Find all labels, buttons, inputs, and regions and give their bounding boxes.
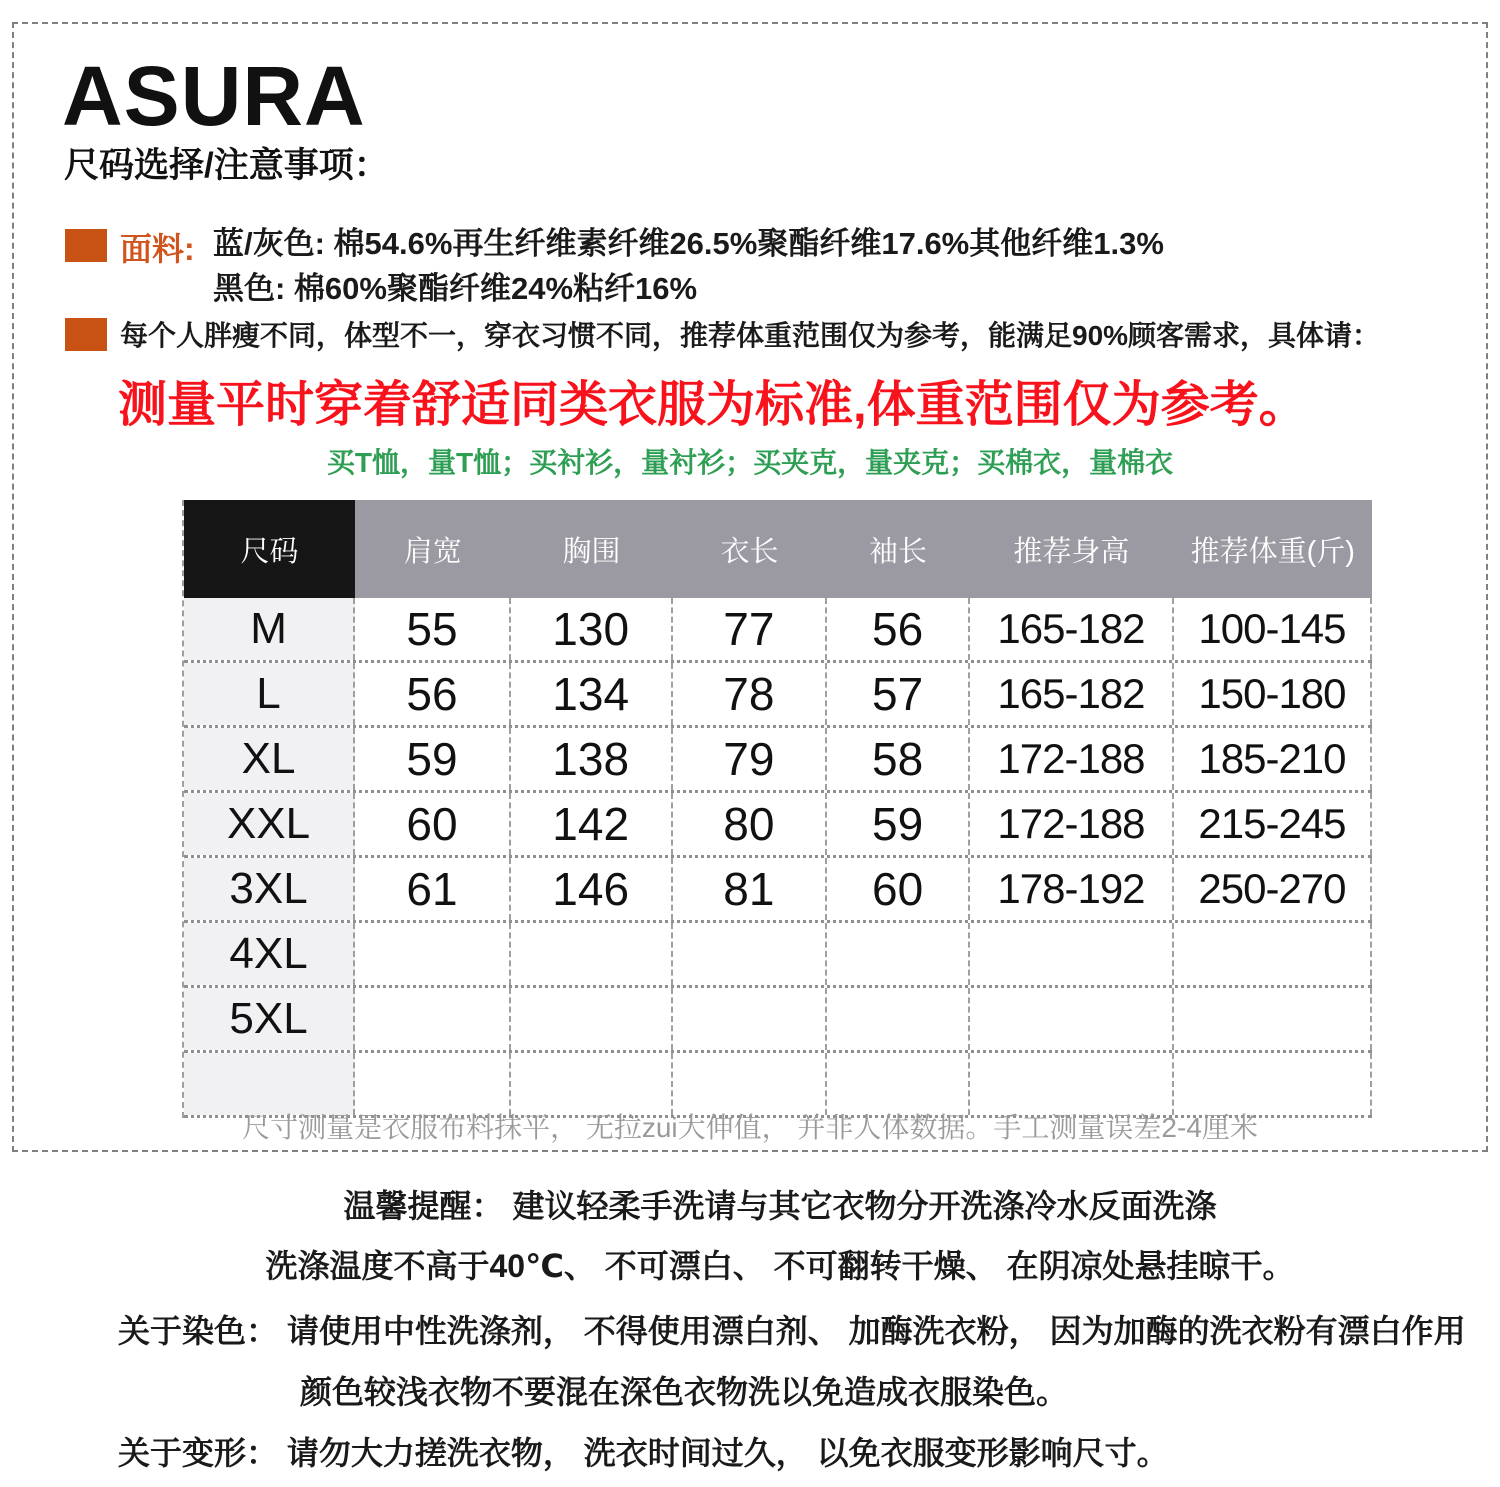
value-cell: 80 (673, 793, 828, 855)
value-cell: 78 (673, 663, 828, 725)
header-cell-size: 尺码 (184, 500, 355, 598)
care-deform-line: 关于变形： 请勿大力搓洗衣物， 洗衣时间过久， 以免衣服变形影响尺寸。 (118, 1435, 1169, 1471)
care-dye-line1: 关于染色： 请使用中性洗涤剂， 不得使用漂白剂、 加酶洗衣粉， 因为加酶的洗衣粉有漂白作用 (118, 1313, 1466, 1349)
care-dye-line2: 颜色较浅衣物不要混在深色衣物洗以免造成衣服染色。 (300, 1374, 1069, 1410)
value-cell (511, 988, 673, 1050)
value-cell: 165-182 (970, 663, 1174, 725)
value-cell: 56 (355, 663, 511, 725)
value-cell: 172-188 (970, 728, 1174, 790)
header-cell-sleeve: 袖长 (827, 500, 970, 598)
body-type-note: 每个人胖瘦不同，体型不一，穿衣习惯不同，推荐体重范围仅为参考，能满足90%顾客需求，具体请： (120, 320, 1381, 351)
value-cell (355, 923, 511, 985)
value-cell: 81 (673, 858, 828, 920)
value-cell: 55 (355, 598, 511, 660)
size-table-header (184, 500, 1372, 598)
value-cell (511, 923, 673, 985)
brand-logo-text: ASURA (62, 49, 366, 143)
header-cell-length: 衣长 (672, 500, 826, 598)
value-cell: 185-210 (1174, 728, 1372, 790)
size-cell: XL (184, 728, 355, 790)
value-cell (355, 988, 511, 1050)
care-reminder-line2: 洗涤温度不高于40℃、 不可漂白、 不可翻转干燥、 在阴凉处悬挂晾干。 (265, 1248, 1295, 1284)
value-cell: 77 (673, 598, 828, 660)
table-row (184, 663, 1372, 728)
value-cell: 61 (355, 858, 511, 920)
header-cell-shoulder: 肩宽 (355, 500, 511, 598)
table-row (184, 598, 1372, 663)
measurement-tip: 买T恤，量T恤；买衬衫，量衬衫；买夹克，量夹克；买棉衣，量棉衣 (326, 447, 1174, 478)
table-row (184, 728, 1372, 793)
size-cell: 5XL (184, 988, 355, 1050)
size-table-body (184, 598, 1372, 1118)
value-cell (1174, 923, 1372, 985)
value-cell (970, 988, 1174, 1050)
value-cell: 142 (511, 793, 673, 855)
orange-bullet-icon (65, 229, 107, 262)
value-cell: 165-182 (970, 598, 1174, 660)
header-cell-weight: 推荐体重(斤) (1174, 500, 1372, 598)
value-cell: 215-245 (1174, 793, 1372, 855)
fabric-line-2: 黑色: 棉60%聚酯纤维24%粘纤16% (213, 271, 698, 306)
orange-bullet-icon (65, 318, 107, 351)
value-cell: 138 (511, 728, 673, 790)
value-cell: 172-188 (970, 793, 1174, 855)
value-cell: 134 (511, 663, 673, 725)
header-cell-chest: 胸围 (511, 500, 673, 598)
value-cell: 150-180 (1174, 663, 1372, 725)
value-cell: 56 (827, 598, 970, 660)
size-table (182, 500, 1372, 1118)
size-cell: XXL (184, 793, 355, 855)
fabric-info (213, 221, 1164, 311)
value-cell: 57 (827, 663, 970, 725)
table-row (184, 793, 1372, 858)
value-cell (1174, 988, 1372, 1050)
fabric-label: 面料: (120, 231, 195, 267)
fabric-line-1: 蓝/灰色: 棉54.6%再生纤维素纤维26.5%聚酯纤维17.6%其他纤维1.3% (213, 226, 1164, 261)
value-cell (827, 988, 970, 1050)
value-cell: 250-270 (1174, 858, 1372, 920)
measurement-warning: 测量平时穿着舒适同类衣服为标准,体重范围仅为参考。 (118, 378, 1308, 432)
size-cell: M (184, 598, 355, 660)
page-title: 尺码选择/注意事项： (64, 146, 389, 185)
table-row (184, 988, 1372, 1053)
size-cell: L (184, 663, 355, 725)
value-cell (673, 923, 828, 985)
value-cell: 146 (511, 858, 673, 920)
value-cell: 79 (673, 728, 828, 790)
value-cell: 60 (355, 793, 511, 855)
value-cell: 58 (827, 728, 970, 790)
value-cell: 60 (827, 858, 970, 920)
size-cell: 3XL (184, 858, 355, 920)
table-row (184, 858, 1372, 923)
table-footnote: 尺寸测量是衣服布料抹平， 无拉zui大伸值， 并非人体数据。手工测量误差2-4厘米 (242, 1112, 1258, 1143)
header-cell-height: 推荐身高 (969, 500, 1173, 598)
value-cell: 130 (511, 598, 673, 660)
value-cell: 59 (827, 793, 970, 855)
value-cell: 100-145 (1174, 598, 1372, 660)
care-reminder-line1: 温馨提醒： 建议轻柔手洗请与其它衣物分开洗涤冷水反面洗涤 (343, 1188, 1217, 1224)
value-cell (827, 923, 970, 985)
value-cell (673, 988, 828, 1050)
size-cell: 4XL (184, 923, 355, 985)
value-cell (970, 923, 1174, 985)
value-cell: 178-192 (970, 858, 1174, 920)
value-cell: 59 (355, 728, 511, 790)
table-row (184, 923, 1372, 988)
